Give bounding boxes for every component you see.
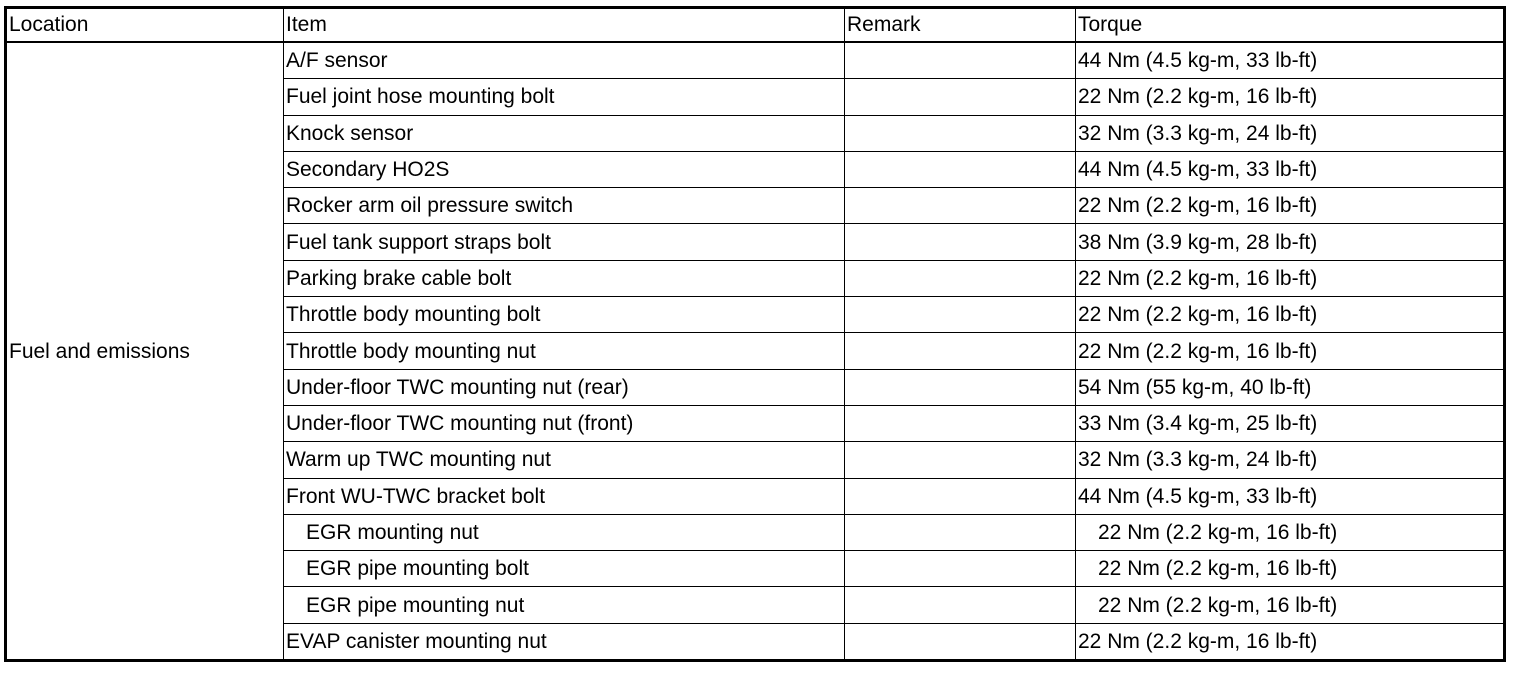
torque-cell: 22 Nm (2.2 kg-m, 16 lb-ft) xyxy=(1076,333,1505,369)
remark-cell xyxy=(845,551,1076,587)
item-cell: Parking brake cable bolt xyxy=(284,260,845,296)
table-row xyxy=(6,42,1505,79)
remark-cell xyxy=(845,297,1076,333)
table-header xyxy=(6,8,1505,43)
item-cell: Knock sensor xyxy=(284,115,845,151)
header-item: Item xyxy=(284,8,845,43)
torque-cell: 22 Nm (2.2 kg-m, 16 lb-ft) xyxy=(1076,79,1505,115)
remark-cell xyxy=(845,587,1076,623)
remark-cell xyxy=(845,333,1076,369)
torque-cell: 22 Nm (2.2 kg-m, 16 lb-ft) xyxy=(1076,587,1505,623)
remark-cell xyxy=(845,260,1076,296)
remark-cell xyxy=(845,442,1076,478)
header-row xyxy=(6,8,1505,43)
location-cell: Fuel and emissions xyxy=(6,42,284,661)
item-cell: EGR pipe mounting nut xyxy=(284,587,845,623)
item-cell: Fuel tank support straps bolt xyxy=(284,224,845,260)
torque-cell: 32 Nm (3.3 kg-m, 24 lb-ft) xyxy=(1076,115,1505,151)
torque-cell: 22 Nm (2.2 kg-m, 16 lb-ft) xyxy=(1076,297,1505,333)
item-cell: Throttle body mounting bolt xyxy=(284,297,845,333)
torque-cell: 22 Nm (2.2 kg-m, 16 lb-ft) xyxy=(1076,260,1505,296)
item-cell: Secondary HO2S xyxy=(284,151,845,187)
item-cell: Under-floor TWC mounting nut (rear) xyxy=(284,369,845,405)
remark-cell xyxy=(845,514,1076,550)
torque-cell: 44 Nm (4.5 kg-m, 33 lb-ft) xyxy=(1076,151,1505,187)
torque-spec-table xyxy=(4,6,1506,662)
item-cell: Fuel joint hose mounting bolt xyxy=(284,79,845,115)
item-cell: Front WU-TWC bracket bolt xyxy=(284,478,845,514)
remark-cell xyxy=(845,115,1076,151)
header-torque: Torque xyxy=(1076,8,1505,43)
remark-cell xyxy=(845,188,1076,224)
remark-cell xyxy=(845,478,1076,514)
remark-cell xyxy=(845,623,1076,660)
header-remark: Remark xyxy=(845,8,1076,43)
remark-cell xyxy=(845,42,1076,79)
torque-cell: 44 Nm (4.5 kg-m, 33 lb-ft) xyxy=(1076,42,1505,79)
item-cell: A/F sensor xyxy=(284,42,845,79)
remark-cell xyxy=(845,224,1076,260)
torque-cell: 32 Nm (3.3 kg-m, 24 lb-ft) xyxy=(1076,442,1505,478)
remark-cell xyxy=(845,405,1076,441)
torque-cell: 54 Nm (55 kg-m, 40 lb-ft) xyxy=(1076,369,1505,405)
torque-cell: 22 Nm (2.2 kg-m, 16 lb-ft) xyxy=(1076,514,1505,550)
remark-cell xyxy=(845,369,1076,405)
torque-cell: 33 Nm (3.4 kg-m, 25 lb-ft) xyxy=(1076,405,1505,441)
header-location: Location xyxy=(6,8,284,43)
remark-cell xyxy=(845,79,1076,115)
torque-cell: 22 Nm (2.2 kg-m, 16 lb-ft) xyxy=(1076,188,1505,224)
item-cell: EGR pipe mounting bolt xyxy=(284,551,845,587)
item-cell: Under-floor TWC mounting nut (front) xyxy=(284,405,845,441)
torque-cell: 22 Nm (2.2 kg-m, 16 lb-ft) xyxy=(1076,623,1505,660)
table-body xyxy=(6,42,1505,661)
item-cell: Warm up TWC mounting nut xyxy=(284,442,845,478)
torque-cell: 44 Nm (4.5 kg-m, 33 lb-ft) xyxy=(1076,478,1505,514)
item-cell: EGR mounting nut xyxy=(284,514,845,550)
item-cell: Rocker arm oil pressure switch xyxy=(284,188,845,224)
item-cell: Throttle body mounting nut xyxy=(284,333,845,369)
remark-cell xyxy=(845,151,1076,187)
torque-cell: 38 Nm (3.9 kg-m, 28 lb-ft) xyxy=(1076,224,1505,260)
item-cell: EVAP canister mounting nut xyxy=(284,623,845,660)
torque-cell: 22 Nm (2.2 kg-m, 16 lb-ft) xyxy=(1076,551,1505,587)
